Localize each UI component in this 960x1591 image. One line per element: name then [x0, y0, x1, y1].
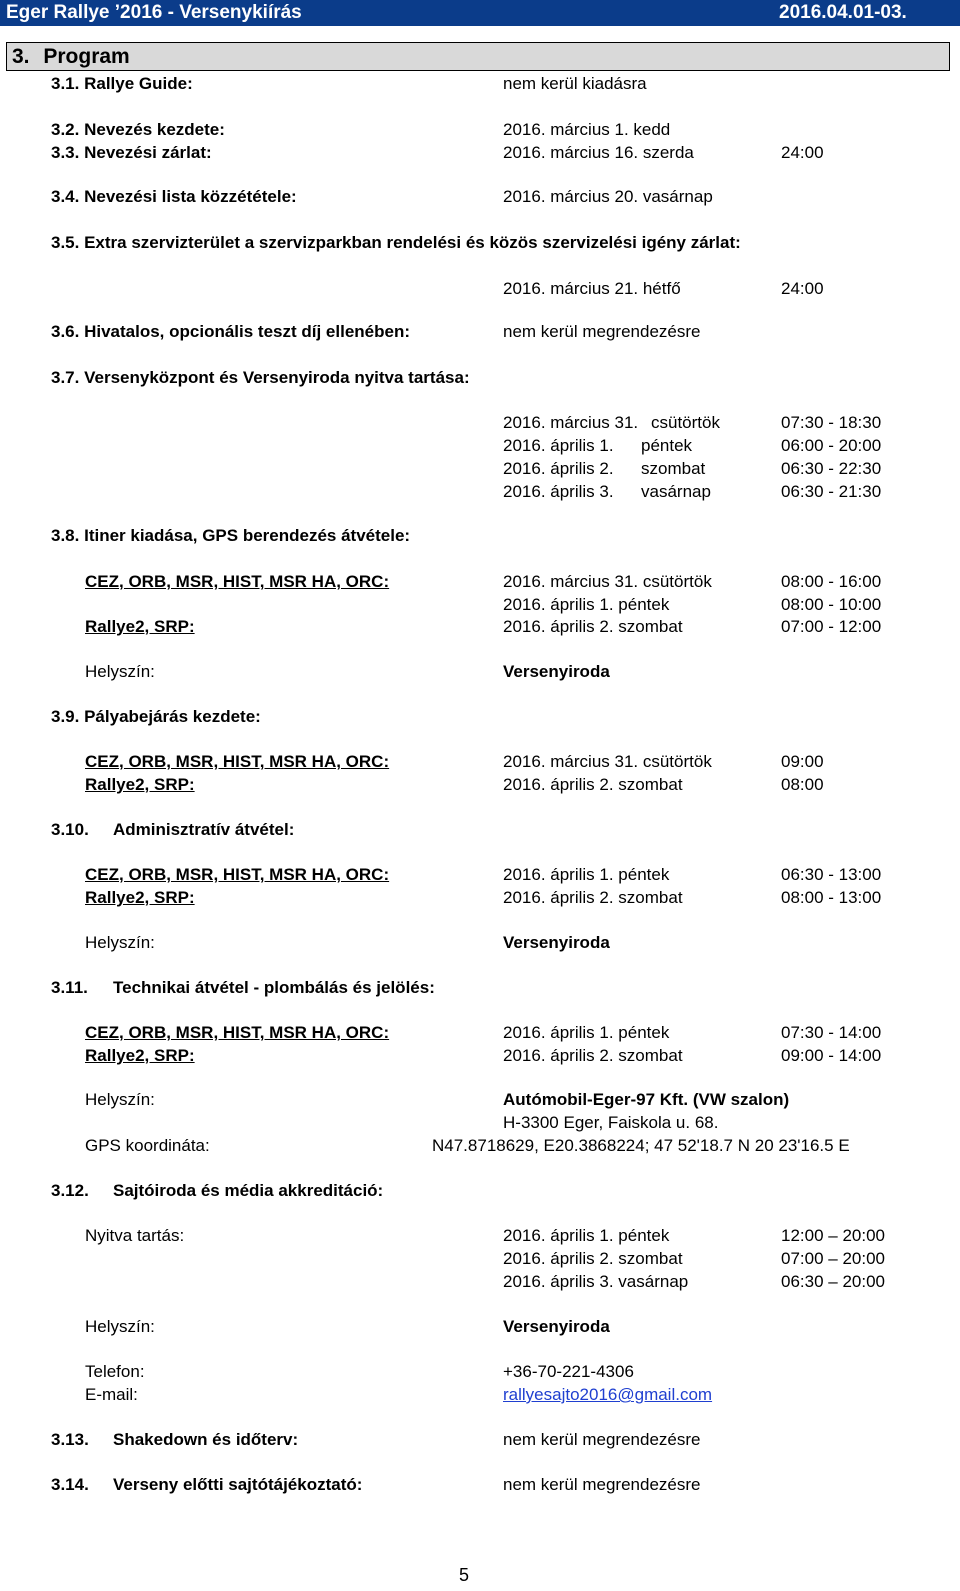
location-label: Helyszín:: [85, 662, 155, 681]
event-dates: 2016.04.01-03.: [779, 2, 907, 23]
item-3-8-label: 3.8. Itiner kiadása, GPS berendezés átvétele:: [51, 526, 411, 545]
schedule-day: péntek: [641, 436, 693, 455]
item-3-12-number: 3.12.: [51, 1181, 89, 1200]
schedule-time: 06:30 - 13:00: [781, 865, 882, 884]
item-3-4-value: 2016. március 20. vasárnap: [503, 187, 713, 206]
schedule-time: 06:30 - 22:30: [781, 459, 882, 478]
location-label: Helyszín:: [85, 1317, 155, 1336]
schedule-time: 08:00: [781, 775, 824, 794]
item-3-9-label: 3.9. Pályabejárás kezdete:: [51, 707, 261, 726]
schedule-time: 08:00 - 16:00: [781, 572, 882, 591]
schedule-time: 06:30 - 21:30: [781, 482, 882, 501]
item-3-14-label: Verseny előtti sajtótájékoztató:: [113, 1475, 363, 1494]
schedule-time: 08:00 - 13:00: [781, 888, 882, 907]
category-label: CEZ, ORB, MSR, HIST, MSR HA, ORC:: [85, 572, 390, 591]
schedule-day: vasárnap: [641, 482, 711, 501]
schedule-time: 07:00 - 12:00: [781, 617, 882, 636]
location-value: Autómobil-Eger-97 Kft. (VW szalon): [503, 1090, 790, 1109]
category-label: CEZ, ORB, MSR, HIST, MSR HA, ORC:: [85, 1023, 390, 1042]
location-value: Versenyiroda: [503, 662, 610, 681]
email-label: E-mail:: [85, 1385, 138, 1404]
schedule-time: 07:30 - 18:30: [781, 413, 882, 432]
schedule-date: 2016. április 2. szombat: [503, 617, 683, 636]
category-label: CEZ, ORB, MSR, HIST, MSR HA, ORC:: [85, 865, 390, 884]
location-label: Helyszín:: [85, 933, 155, 952]
schedule-time: 07:00 – 20:00: [781, 1249, 885, 1268]
item-3-6-label: 3.6. Hivatalos, opcionális teszt díj ellenében:: [51, 322, 411, 341]
item-3-14-value: nem kerül megrendezésre: [503, 1475, 701, 1494]
schedule-date: 2016. március 31. csütörtök: [503, 572, 712, 591]
section-heading-bar: [6, 42, 950, 71]
schedule-time: 07:30 - 14:00: [781, 1023, 882, 1042]
schedule-date: 2016. április 2. szombat: [503, 1046, 683, 1065]
page-number: 5: [459, 1565, 470, 1585]
opening-hours-label: Nyitva tartás:: [85, 1226, 185, 1245]
item-3-2-value: 2016. március 1. kedd: [503, 120, 671, 139]
schedule-date: 2016. április 2. szombat: [503, 775, 683, 794]
schedule-time: 12:00 – 20:00: [781, 1226, 885, 1245]
section-title: Program: [43, 45, 130, 68]
item-3-1-label: 3.1. Rallye Guide:: [51, 74, 193, 93]
item-3-6-value: nem kerül megrendezésre: [503, 322, 701, 341]
item-3-10-label: Adminisztratív átvétel:: [113, 820, 295, 839]
schedule-date: 2016. március 31.: [503, 413, 639, 432]
schedule-date: 2016. április 1.: [503, 436, 614, 455]
item-3-2-label: 3.2. Nevezés kezdete:: [51, 120, 225, 139]
item-3-7-label: 3.7. Versenyközpont és Versenyiroda nyitva tartása:: [51, 368, 470, 387]
category-label: Rallye2, SRP:: [85, 1046, 195, 1065]
item-3-11-label: Technikai átvétel - plombálás és jelölés:: [113, 978, 435, 997]
schedule-time: 06:30 – 20:00: [781, 1272, 885, 1291]
schedule-date: 2016. április 1. péntek: [503, 865, 670, 884]
schedule-date: 2016. április 3. vasárnap: [503, 1272, 689, 1291]
schedule-date: 2016. április 2.: [503, 459, 614, 478]
item-3-1-value: nem kerül kiadásra: [503, 74, 647, 93]
item-3-4-label: 3.4. Nevezési lista közzététele:: [51, 187, 297, 206]
gps-label: GPS koordináta:: [85, 1136, 210, 1155]
location-value: Versenyiroda: [503, 933, 610, 952]
page-header-bar: [0, 0, 960, 26]
phone-value: +36-70-221-4306: [503, 1362, 634, 1381]
item-3-13-label: Shakedown és időterv:: [113, 1430, 299, 1449]
address-value: H-3300 Eger, Faiskola u. 68.: [503, 1113, 719, 1132]
location-value: Versenyiroda: [503, 1317, 610, 1336]
schedule-day: szombat: [641, 459, 706, 478]
category-label: Rallye2, SRP:: [85, 617, 195, 636]
schedule-date: 2016. április 1. péntek: [503, 595, 670, 614]
email-link[interactable]: rallyesajto2016@gmail.com: [503, 1385, 713, 1404]
item-3-3-label: 3.3. Nevezési zárlat:: [51, 143, 212, 162]
section-heading: [12, 45, 130, 69]
schedule-time: 06:00 - 20:00: [781, 436, 882, 455]
schedule-date: 2016. április 2. szombat: [503, 888, 683, 907]
schedule-date: 2016. április 1. péntek: [503, 1023, 670, 1042]
gps-value: N47.8718629, E20.3868224; 47 52'18.7 N 20 23'16.5 E: [432, 1136, 850, 1155]
schedule-day: csütörtök: [651, 413, 720, 432]
item-3-12-label: Sajtóiroda és média akkreditáció:: [113, 1181, 384, 1200]
schedule-time: 09:00 - 14:00: [781, 1046, 882, 1065]
document-title: Eger Rallye ’2016 - Versenykiírás: [6, 2, 302, 23]
section-number: 3.: [12, 45, 30, 68]
category-label: Rallye2, SRP:: [85, 888, 195, 907]
category-label: Rallye2, SRP:: [85, 775, 195, 794]
schedule-date: 2016. április 2. szombat: [503, 1249, 683, 1268]
category-label: CEZ, ORB, MSR, HIST, MSR HA, ORC:: [85, 752, 390, 771]
schedule-date: 2016. április 3.: [503, 482, 614, 501]
item-3-5-value: 2016. március 21. hétfő: [503, 279, 681, 298]
item-3-13-value: nem kerül megrendezésre: [503, 1430, 701, 1449]
item-3-14-number: 3.14.: [51, 1475, 89, 1494]
item-3-5-time: 24:00: [781, 279, 824, 298]
phone-label: Telefon:: [85, 1362, 145, 1381]
item-3-13-number: 3.13.: [51, 1430, 89, 1449]
location-label: Helyszín:: [85, 1090, 155, 1109]
schedule-date: 2016. március 31. csütörtök: [503, 752, 712, 771]
item-3-3-value: 2016. március 16. szerda: [503, 143, 694, 162]
item-3-11-number: 3.11.: [51, 978, 88, 997]
item-3-5-label: 3.5. Extra szervizterület a szervizparkban rendelési és közös szervizelési igény zárlat:: [51, 233, 741, 252]
schedule-date: 2016. április 1. péntek: [503, 1226, 670, 1245]
schedule-time: 08:00 - 10:00: [781, 595, 882, 614]
item-3-3-time: 24:00: [781, 143, 824, 162]
schedule-time: 09:00: [781, 752, 824, 771]
item-3-10-number: 3.10.: [51, 820, 89, 839]
